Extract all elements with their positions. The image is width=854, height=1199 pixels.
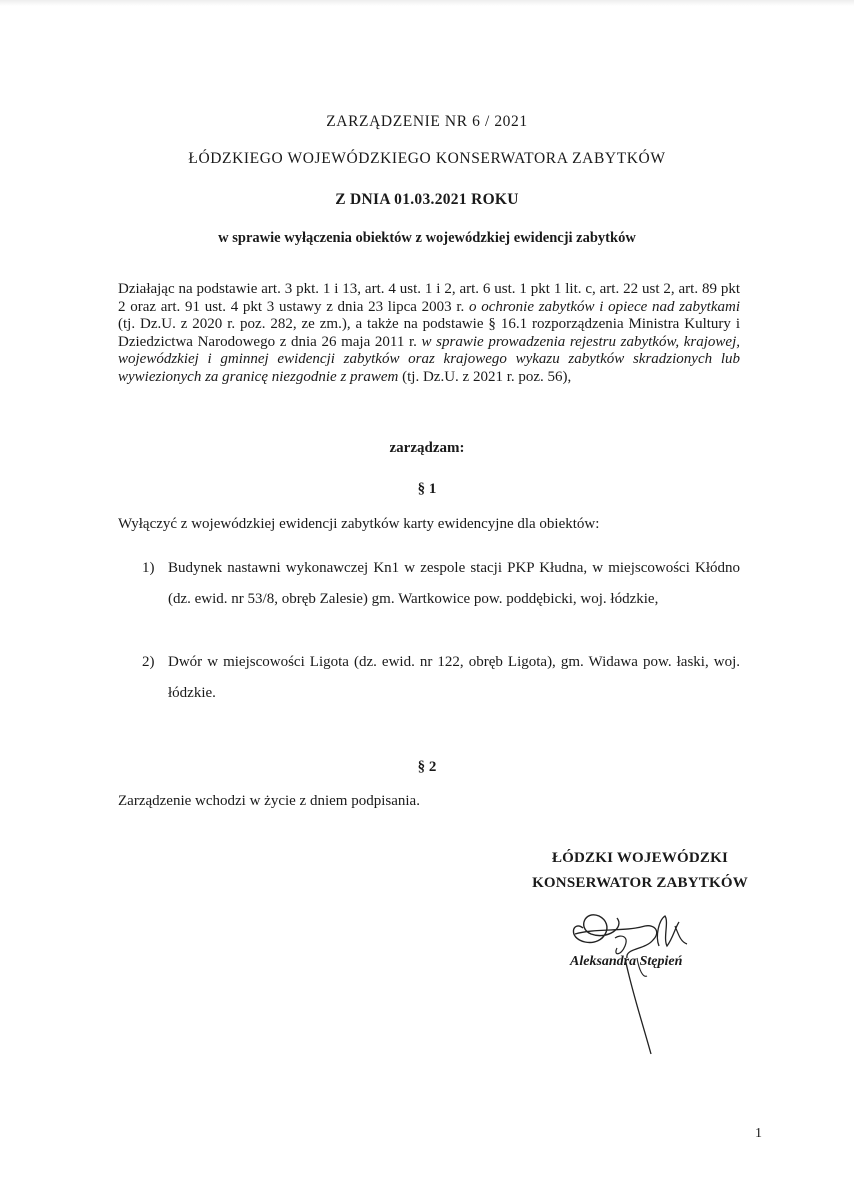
- section-1-mark: § 1: [417, 481, 437, 497]
- signatory-title-line-2: KONSERWATOR ZABYTKÓW: [532, 875, 748, 891]
- list-item: [142, 647, 740, 709]
- act-title-italic: o ochronie zabytków i opiece nad zabytkami: [469, 298, 740, 315]
- scan-edge: [0, 0, 854, 6]
- legal-basis-text-1: Działając na podstawie art. 3 pkt. 1 i 13, art. 4 ust. 1 i 2, art. 6 ust. 1 pkt 1 lit. c, art. 22 ust 2, art. 89 pkt 2 oraz art. 91 ust. 4 pkt 3 ustawy z dnia 23 lipca 2003 r.: [118, 281, 740, 315]
- section-2-text: Zarządzenie wchodzi w życie z dniem podpisania.: [118, 793, 420, 809]
- decree-subject: w sprawie wyłączenia obiektów z wojewódzkiej ewidencji zabytków: [218, 230, 636, 246]
- decree-number: ZARZĄDZENIE NR 6 / 2021: [326, 113, 528, 130]
- list-item-number: 2): [142, 654, 155, 670]
- legal-basis-text-3: (tj. Dz.U. z 2021 r. poz. 56),: [398, 368, 572, 385]
- issuer-title: ŁÓDZKIEGO WOJEWÓDZKIEGO KONSERWATORA ZABYTKÓW: [188, 150, 666, 167]
- legal-basis-paragraph: [118, 281, 740, 387]
- page-number: 1: [755, 1126, 762, 1141]
- list-item-text: Budynek nastawni wykonawczej Kn1 w zespole stacji PKP Kłudna, w miejscowości Kłódno (dz. ewid. nr 53/8, obręb Zalesie) gm. Wartkowice pow. poddębicki, woj. łódzkie,: [168, 560, 740, 607]
- decree-word: zarządzam:: [389, 440, 465, 456]
- list-item: [142, 553, 740, 615]
- signatory-name: Aleksandra Stępień: [570, 954, 683, 969]
- section-1-lead: Wyłączyć z wojewódzkiej ewidencji zabytków karty ewidencyjne dla obiektów:: [118, 516, 600, 532]
- handwritten-signature-icon: [555, 898, 705, 1058]
- signatory-title-line-1: ŁÓDZKI WOJEWÓDZKI: [551, 850, 729, 866]
- list-item-text: Dwór w miejscowości Ligota (dz. ewid. nr 122, obręb Ligota), gm. Widawa pow. łaski, woj. łódzkie.: [168, 654, 740, 701]
- regulation-title-italic: w sprawie prowadzenia rejestru zabytków, krajowej, wojewódzkiej i gminnej ewidencji zabytków oraz krajowego wykazu zabytków skradzionych lub wywiezionych za granicę niezgodnie z prawem: [118, 333, 740, 385]
- section-2-mark: § 2: [417, 759, 437, 775]
- legal-basis-text-2: (tj. Dz.U. z 2020 r. poz. 282, ze zm.), a także na podstawie § 16.1 rozporządzenia Ministra Kultury i Dziedzictwa Narodowego z dnia 26 maja 2011 r.: [118, 316, 740, 350]
- list-item-number: 1): [142, 560, 155, 576]
- decree-date: Z DNIA 01.03.2021 ROKU: [335, 191, 519, 208]
